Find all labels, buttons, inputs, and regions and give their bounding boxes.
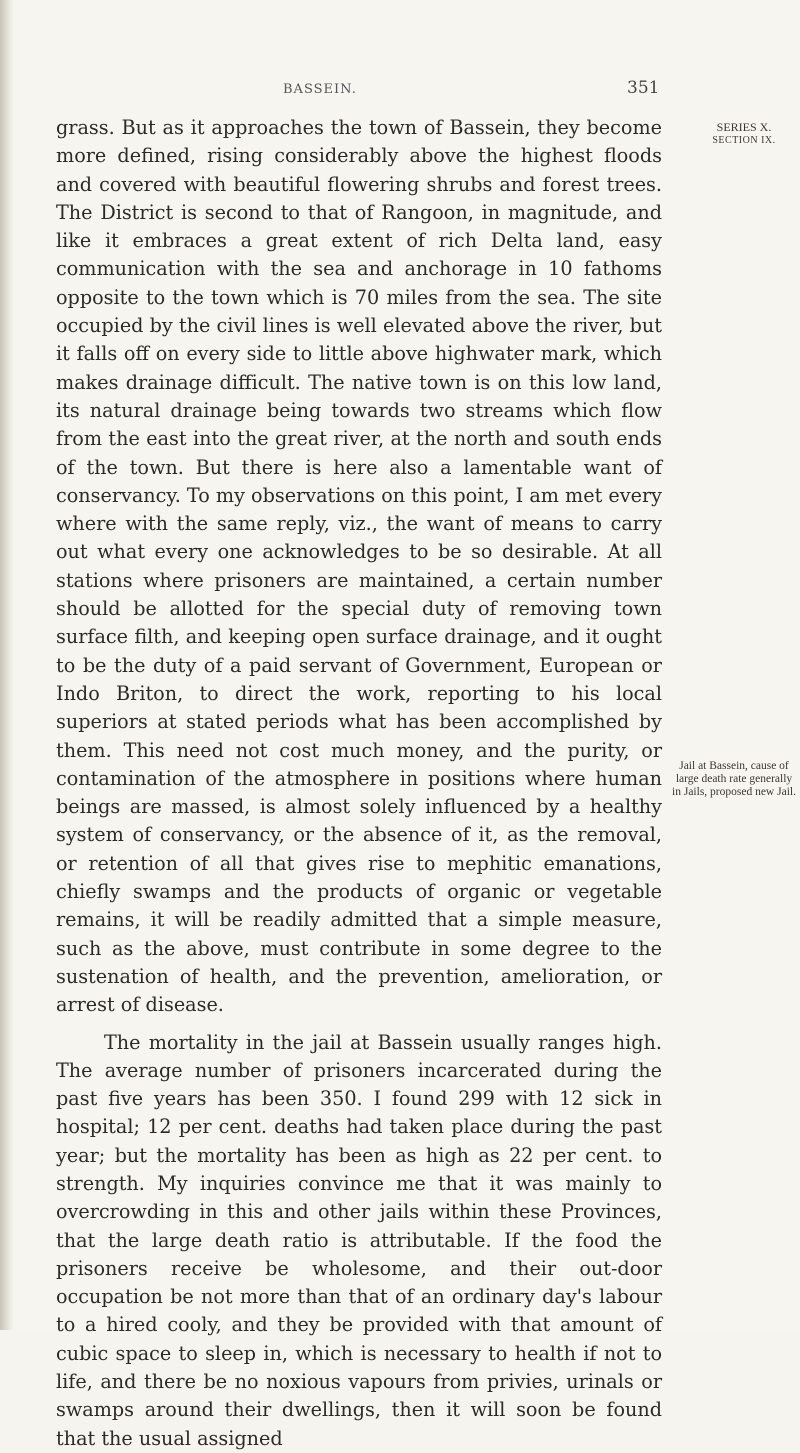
page-binding-shadow bbox=[0, 0, 14, 1330]
page-number: 351 bbox=[627, 78, 660, 98]
series-label: SERIES X. bbox=[716, 120, 772, 134]
margin-note-series bbox=[688, 121, 800, 147]
running-head: BASSEIN. bbox=[283, 82, 357, 97]
paragraph-conservancy: grass. But as it approaches the town of Bassein, they become more defined, rising considerably above the highest floods and covered with beautiful flowering shrubs and forest trees. The District is second to that of Rangoon, in magnitude, and like it embraces a great extent of rich Delta land, easy communication with the sea and anchorage in 10 fathoms opposite to the town which is 70 miles from the sea. The site occupied by the civil lines is well elevated above the river, but it falls off on every side to little above highwater mark, which makes drainage difficult. The native town is on this low land, its natural drainage being towards two streams which flow from the east into the great river, at the north and south ends of the town. But there is here also a lamentable want of conservancy. To my observations on this point, I am met every where with the same reply, viz., the want of means to carry out what every one acknowledges to be so desirable. At all stations where prisoners are maintained, a certain number should be allotted for the special duty of removing town surface filth, and keeping open surface drainage, and it ought to be the duty of a paid servant of Government, European or Indo Briton, to direct the work, reporting to his local superiors at stated periods what has been accomplished by them. This need not cost much money, and the purity, or contamination of the atmosphere in positions where human beings are massed, is almost solely influenced by a healthy system of conservancy, or the absence of it, as the removal, or retention of all that gives rise to mephitic emanations, chiefly swamps and the products of organic or vegetable remains, it will be readily admitted that a simple measure, such as the above, must contribute in some degree to the sustenation of health, and the prevention, amelioration, or arrest of disease. bbox=[56, 116, 662, 1017]
margin-note-jail: Jail at Bassein, cause of large death rate generally in Jails, proposed new Jail. bbox=[672, 760, 796, 798]
section-label: SECTION IX. bbox=[712, 135, 776, 146]
body-text bbox=[56, 114, 662, 1453]
paragraph-jail-mortality: The mortality in the jail at Bassein usually ranges high. The average number of prisoners incarcerated during the past five years has been 350. I found 299 with 12 sick in hospital; 12 per cent. deaths had taken place during the past year; but the mortality has been as high as 22 per cent. to strength. My inquiries convince me that it was mainly to overcrowding in this and other jails within these Provinces, that the large death ratio is attributable. If the food the prisoners receive be wholesome, and their out-door occupation be not more than that of an ordinary day's labour to a hired cooly, and they be provided with that amount of cubic space to sleep in, which is necessary to health if not to life, and there be no noxious vapours from privies, urinals or swamps around their dwellings, then it will soon be found that the usual assigned bbox=[56, 1030, 662, 1450]
